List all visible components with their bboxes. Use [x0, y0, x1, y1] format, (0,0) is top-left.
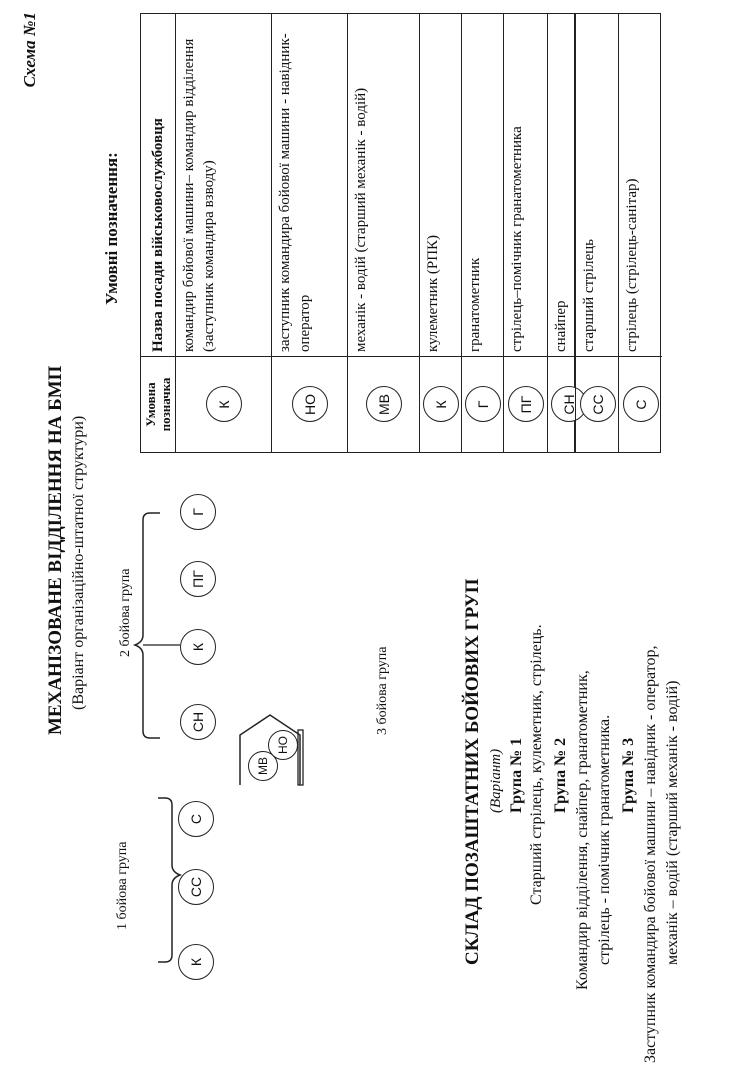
vehicle-symbol-mv: МВ: [248, 751, 278, 781]
g2-symbol-k: К: [180, 629, 216, 665]
composition-title: СКЛАД ПОЗАШТАТНИХ БОЙОВИХ ГРУП: [462, 578, 483, 965]
legend-row: [575, 14, 619, 452]
legend-desc: стрілець (стрілець-санітар): [624, 178, 640, 352]
legend-desc: командир бойової машини– командир відділення (заступник командира взводу): [181, 38, 217, 352]
composition-variant: (Варіант): [488, 748, 504, 813]
legend-desc: заступник командира бойової машини - навідник-оператор: [277, 33, 313, 352]
legend-symbol: СС: [580, 387, 616, 423]
legend-col2-header: Назва посади військовослужбовця: [150, 118, 166, 352]
group2-text-line1: Командир відділення, снайпер, гранатометник,: [574, 670, 591, 990]
group1-text: Старший стрілець, кулеметник, стрілець.: [528, 624, 545, 905]
g1-symbol-k: К: [178, 944, 214, 980]
legend-symbol: Г: [465, 387, 501, 423]
g2-symbol-pg: ПГ: [180, 561, 216, 597]
legend-row: [503, 14, 548, 452]
legend-symbol: НО: [292, 387, 328, 423]
group3-label: 3 бойова група: [375, 646, 390, 735]
group1-title: Група № 1: [508, 737, 525, 813]
legend-symbol: С: [623, 387, 659, 423]
legend-row: [347, 14, 420, 452]
group3-text-line2: механік – водій (старший механік - водій): [664, 680, 681, 965]
g2-symbol-g: Г: [180, 494, 216, 530]
legend-desc: снайпер: [553, 300, 569, 352]
group3-title: Група № 3: [620, 737, 637, 813]
group1-label: 1 бойова група: [115, 841, 130, 930]
g1-symbol-ss: СС: [178, 869, 214, 905]
legend-symbol: К: [206, 387, 242, 423]
page-title: МЕХАНІЗОВАНЕ ВІДДІЛЕННЯ НА БМП: [45, 365, 66, 735]
legend-header-row: [141, 14, 175, 452]
legend-row: [271, 14, 348, 452]
group1-brace: [158, 798, 180, 962]
legend-table: [140, 13, 575, 453]
vehicle-symbol-no: НО: [268, 730, 298, 760]
legend-row: [419, 14, 462, 452]
legend-row: [618, 14, 662, 452]
legend-row: [461, 14, 504, 452]
legend-symbol: СН: [551, 387, 587, 423]
group2-brace: [135, 513, 160, 738]
legend-row: [175, 14, 272, 452]
g2-symbol-sn: СН: [180, 704, 216, 740]
page-subtitle: (Варіант організаційно-штатної структури): [70, 415, 87, 710]
legend-desc: старший стрілець: [581, 239, 597, 352]
legend-symbol: МВ: [366, 387, 402, 423]
g1-symbol-s: С: [178, 801, 214, 837]
legend-symbol: К: [423, 387, 459, 423]
legend-symbol: ПГ: [508, 387, 544, 423]
group3-text-line1: Заступник командира бойової машини – навідник - оператор,: [642, 645, 659, 1063]
legend-desc: механік - водій (старший механік - водій): [353, 87, 369, 352]
group2-label: 2 бойова група: [118, 568, 133, 657]
legend-extra: [575, 13, 661, 453]
group2-title: Група № 2: [552, 737, 569, 813]
legend-heading: Умовні позначення:: [102, 152, 121, 305]
legend-desc: гранатометник: [467, 257, 483, 352]
legend-desc: кулеметник (РПК): [425, 234, 441, 352]
legend-desc: стрілець–помічник гранатометника: [509, 126, 525, 352]
schema-label: Схема №1: [20, 12, 39, 88]
legend-col1-header: Умовна позначка: [143, 377, 173, 432]
group2-text-line2: стрілець - помічник гранатометника.: [596, 714, 613, 965]
